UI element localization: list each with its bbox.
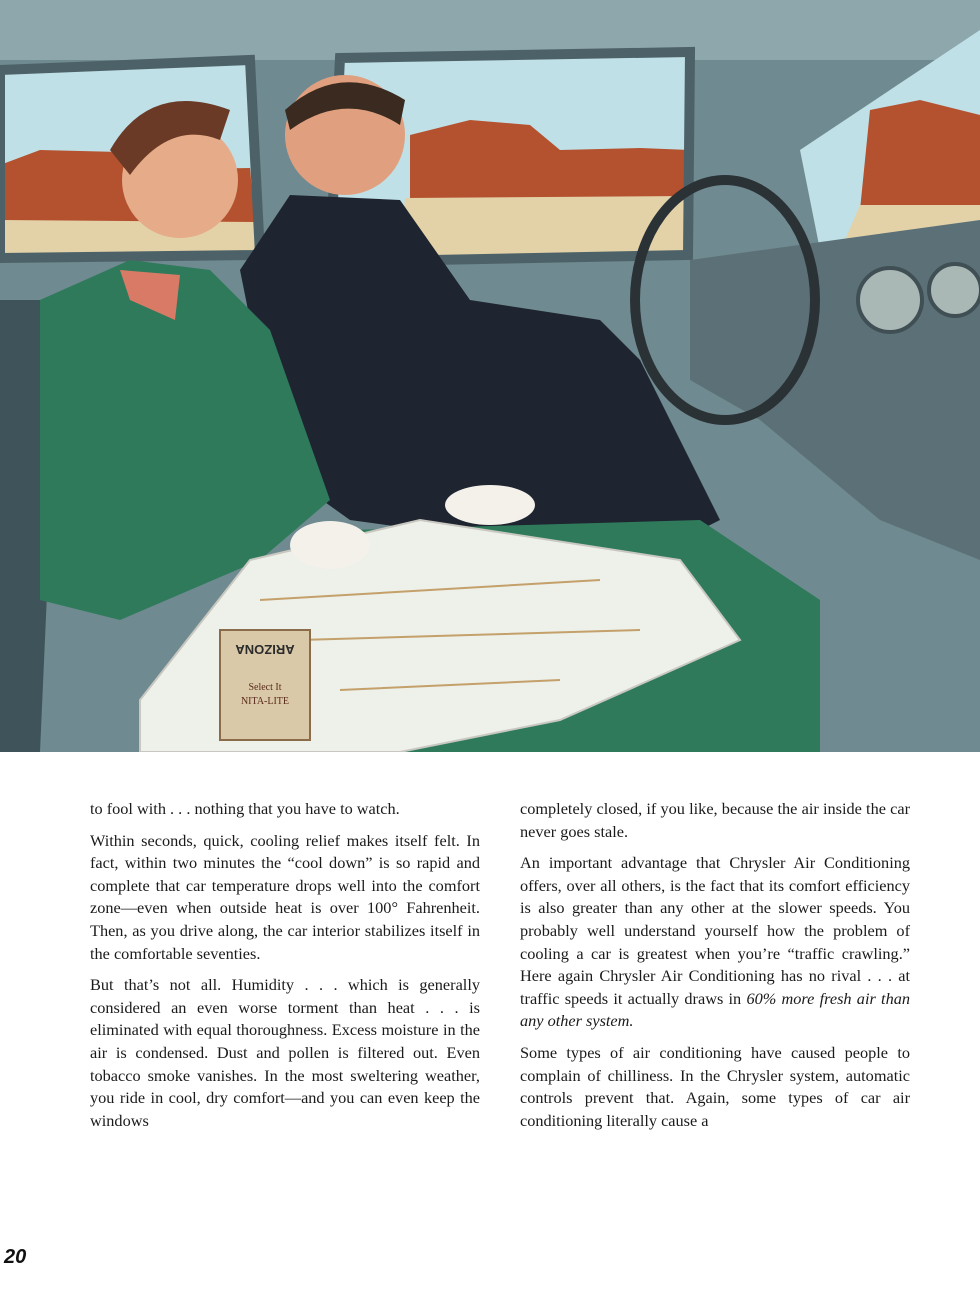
left-paragraph-1: to fool with . . . nothing that you have to watch. (90, 799, 400, 818)
left-paragraph-3: But that’s not all. Humidity . . . which is generally considered an even worse torment than heat . . . is eliminated with equal thoroughness. Excess moisture in the air is condensed. Dust and pollen is filtered out. Even tobacco smoke vanishes. In the most sweltering weather, you ride in cool, dry comfort—and you can even keep the windows (90, 975, 480, 1130)
right-paragraph-2-text: An important advantage that Chrysler Air Conditioning offers, over all others, is the fact that its comfort efficiency is also greater than any other at the slower speeds. You probably well understand yourself how the problem of cooling a car is greatest when you’re “traffic crawling.” Here again Chrysler Air Conditioning has no rival . . . at traffic speeds it actually draws in (520, 853, 910, 1008)
left-paragraph-2: Within seconds, quick, cooling relief makes itself felt. In fact, within two minutes the “cool down” is so rapid and complete that car temperature drops well into the comfort zone—even when outside heat is over 100° Fahrenheit. Then, as you drive along, the car interior stabilizes itself in the comfortable seventies. (90, 830, 480, 963)
left-text-column (90, 798, 480, 1141)
right-paragraph-3: Some types of air conditioning have caused people to complain of chilliness. In the Chrysler system, automatic controls prevent that. Again, some types of car air conditioning literally cause a (520, 1042, 910, 1130)
map-cover-subtitle-1: Select It (248, 682, 282, 693)
map-cover-title: ARIZONA (235, 642, 295, 657)
page-number: 20 (4, 1246, 27, 1268)
right-text-column (520, 798, 910, 1141)
right-paragraph-1: completely closed, if you like, because the air inside the car never goes stale. (520, 799, 910, 841)
right-paragraph-2-emphasis: 60% more fresh air than any other system. (520, 988, 910, 1031)
map-cover-subtitle-2: NITA-LITE (240, 696, 290, 707)
right-paragraph-2 (520, 852, 910, 1033)
